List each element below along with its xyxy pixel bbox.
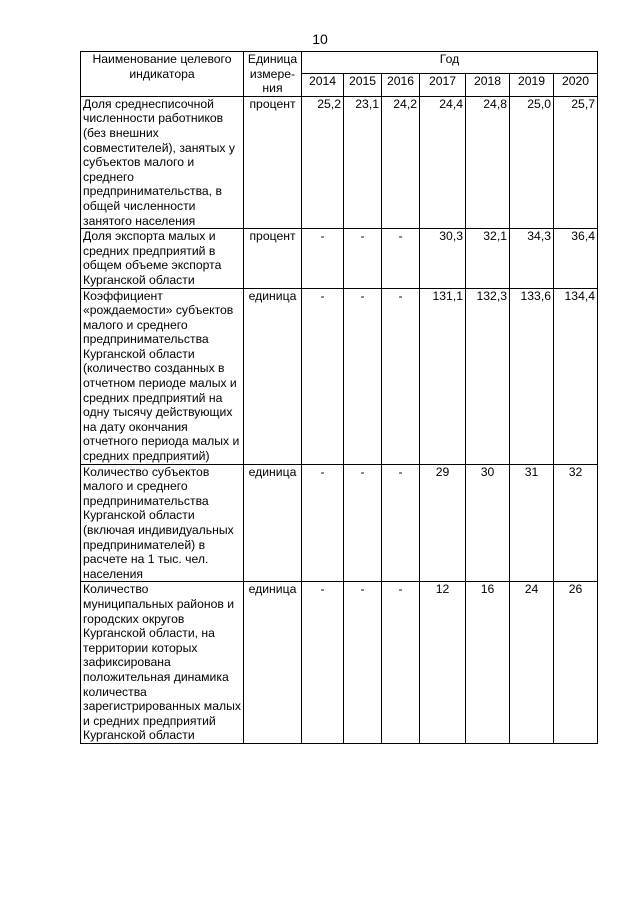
indicator-value: 36,4 — [554, 229, 598, 288]
table-row — [81, 582, 598, 744]
indicator-value: 25,2 — [302, 96, 344, 228]
header-indicator-name: Наименование целевого индикатора — [81, 52, 244, 97]
indicator-value: 24,4 — [420, 96, 466, 228]
indicator-value: - — [302, 464, 344, 582]
indicator-value: 12 — [420, 582, 466, 744]
indicator-value: 30 — [466, 464, 510, 582]
header-unit: Единица измере-ния — [244, 52, 302, 97]
header-year-group: Год — [302, 52, 598, 74]
header-year: 2016 — [382, 74, 420, 96]
indicator-value: - — [302, 229, 344, 288]
indicator-name: Количество муниципальных районов и городских округов Курганской области, на территории которых зафиксирована положительная динамика количества зарегистрированных малых и средних предприятий Курганской области — [81, 582, 244, 744]
table-row — [81, 229, 598, 288]
indicator-value: 25,7 — [554, 96, 598, 228]
indicator-value: 134,4 — [554, 288, 598, 464]
header-year: 2017 — [420, 74, 466, 96]
indicator-value: 25,0 — [510, 96, 554, 228]
indicator-value: 34,3 — [510, 229, 554, 288]
indicator-value: - — [344, 229, 382, 288]
indicator-value: - — [382, 464, 420, 582]
indicator-value: - — [382, 582, 420, 744]
indicator-value: - — [344, 464, 382, 582]
indicator-value: 23,1 — [344, 96, 382, 228]
indicator-value: 32,1 — [466, 229, 510, 288]
indicator-value: 29 — [420, 464, 466, 582]
table-row — [81, 96, 598, 228]
indicator-value: - — [382, 288, 420, 464]
indicator-value: 24,2 — [382, 96, 420, 228]
indicator-unit: единица — [244, 288, 302, 464]
indicator-value: 133,6 — [510, 288, 554, 464]
indicator-name: Количество субъектов малого и среднего предпринимательства Курганской области (включая индивидуальных предпринимателей) в расчете на 1 тыс. чел. населения — [81, 464, 244, 582]
indicator-value: - — [302, 582, 344, 744]
indicators-table — [80, 51, 598, 744]
header-year: 2019 — [510, 74, 554, 96]
header-year: 2018 — [466, 74, 510, 96]
indicator-value: 30,3 — [420, 229, 466, 288]
indicator-name: Доля экспорта малых и средних предприятий в общем объеме экспорта Курганской области — [81, 229, 244, 288]
indicator-value: - — [382, 229, 420, 288]
indicator-value: 32 — [554, 464, 598, 582]
header-year: 2015 — [344, 74, 382, 96]
table-row — [81, 288, 598, 464]
indicator-value: 131,1 — [420, 288, 466, 464]
header-year: 2020 — [554, 74, 598, 96]
indicator-value: 24 — [510, 582, 554, 744]
indicator-unit: процент — [244, 96, 302, 228]
indicator-value: - — [302, 288, 344, 464]
indicator-value: - — [344, 288, 382, 464]
header-row — [81, 52, 598, 74]
indicator-unit: процент — [244, 229, 302, 288]
page-number: 10 — [312, 31, 328, 47]
indicator-name: Коэффициент «рождаемости» субъектов малого и среднего предпринимательства Курганской области (количество созданных в отчетном периоде малых и средних предприятий на одну тысячу действующих на дату окончания отчетного периода малых и средних предприятий) — [81, 288, 244, 464]
indicator-value: 16 — [466, 582, 510, 744]
indicator-name: Доля среднесписочной численности работников (без внешних совместителей), занятых у субъектов малого и среднего предпринимательства, в общей численности занятого населения — [81, 96, 244, 228]
header-year: 2014 — [302, 74, 344, 96]
table-row — [81, 464, 598, 582]
indicator-value: 31 — [510, 464, 554, 582]
indicator-unit: единица — [244, 464, 302, 582]
indicator-value: 24,8 — [466, 96, 510, 228]
indicator-value: - — [344, 582, 382, 744]
indicator-unit: единица — [244, 582, 302, 744]
indicator-value: 26 — [554, 582, 598, 744]
indicator-value: 132,3 — [466, 288, 510, 464]
